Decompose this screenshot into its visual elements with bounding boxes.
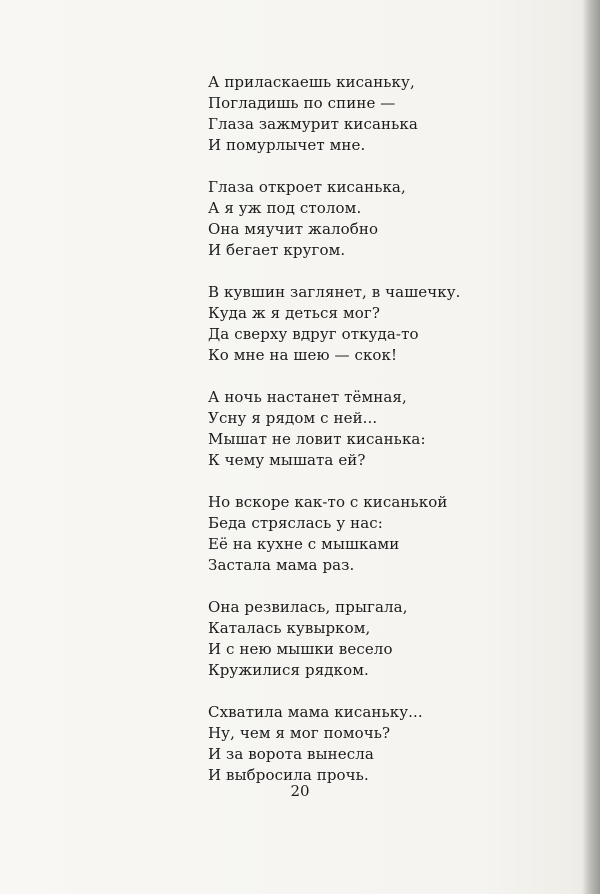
poem-line: И помурлычет мне. (208, 136, 366, 154)
poem-line: Застала мама раз. (208, 556, 355, 574)
poem-line: Каталась кувырком, (208, 619, 371, 637)
poem-line: Она мяучит жалобно (208, 220, 379, 238)
poem-line: К чему мышата ей? (208, 451, 366, 469)
page-edge-shadow (582, 0, 600, 894)
poem-line: Её на кухне с мышками (208, 535, 400, 553)
stanza-7 (208, 702, 488, 786)
poem-line: А ночь настанет тёмная, (208, 388, 407, 406)
poem-line: Куда ж я деться мог? (208, 304, 380, 322)
poem-line: Погладишь по спине — (208, 94, 396, 112)
poem-line: Усну я рядом с ней... (208, 409, 378, 427)
poem-line: Схватила мама кисаньку... (208, 703, 423, 721)
poem-line: Глаза откроет кисанька, (208, 178, 406, 196)
poem-line: Она резвилась, прыгала, (208, 598, 408, 616)
stanza-5 (208, 492, 488, 576)
poem-line: Беда стряслась у нас: (208, 514, 383, 532)
poem-line: Мышат не ловит кисанька: (208, 430, 426, 448)
poem (208, 72, 488, 786)
poem-line: И бегает кругом. (208, 241, 346, 259)
poem-line: В кувшин заглянет, в чашечку. (208, 283, 461, 301)
poem-line: Глаза зажмурит кисанька (208, 115, 418, 133)
poem-line: И с нею мышки весело (208, 640, 393, 658)
poem-line: Ко мне на шею — скок! (208, 346, 398, 364)
stanza-6 (208, 597, 488, 681)
poem-line: Кружилися рядком. (208, 661, 369, 679)
poem-line: Ну, чем я мог помочь? (208, 724, 391, 742)
poem-line: Да сверху вдруг откуда-то (208, 325, 419, 343)
stanza-1 (208, 72, 488, 156)
poem-line: А приласкаешь кисаньку, (208, 73, 415, 91)
page-number: 20 (290, 782, 310, 800)
stanza-2 (208, 177, 488, 261)
poem-line: Но вскоре как-то с кисанькой (208, 493, 448, 511)
poem-line: И выбросила прочь. (208, 766, 369, 784)
stanza-4 (208, 387, 488, 471)
stanza-3 (208, 282, 488, 366)
poem-line: И за ворота вынесла (208, 745, 374, 763)
poem-line: А я уж под столом. (208, 199, 362, 217)
